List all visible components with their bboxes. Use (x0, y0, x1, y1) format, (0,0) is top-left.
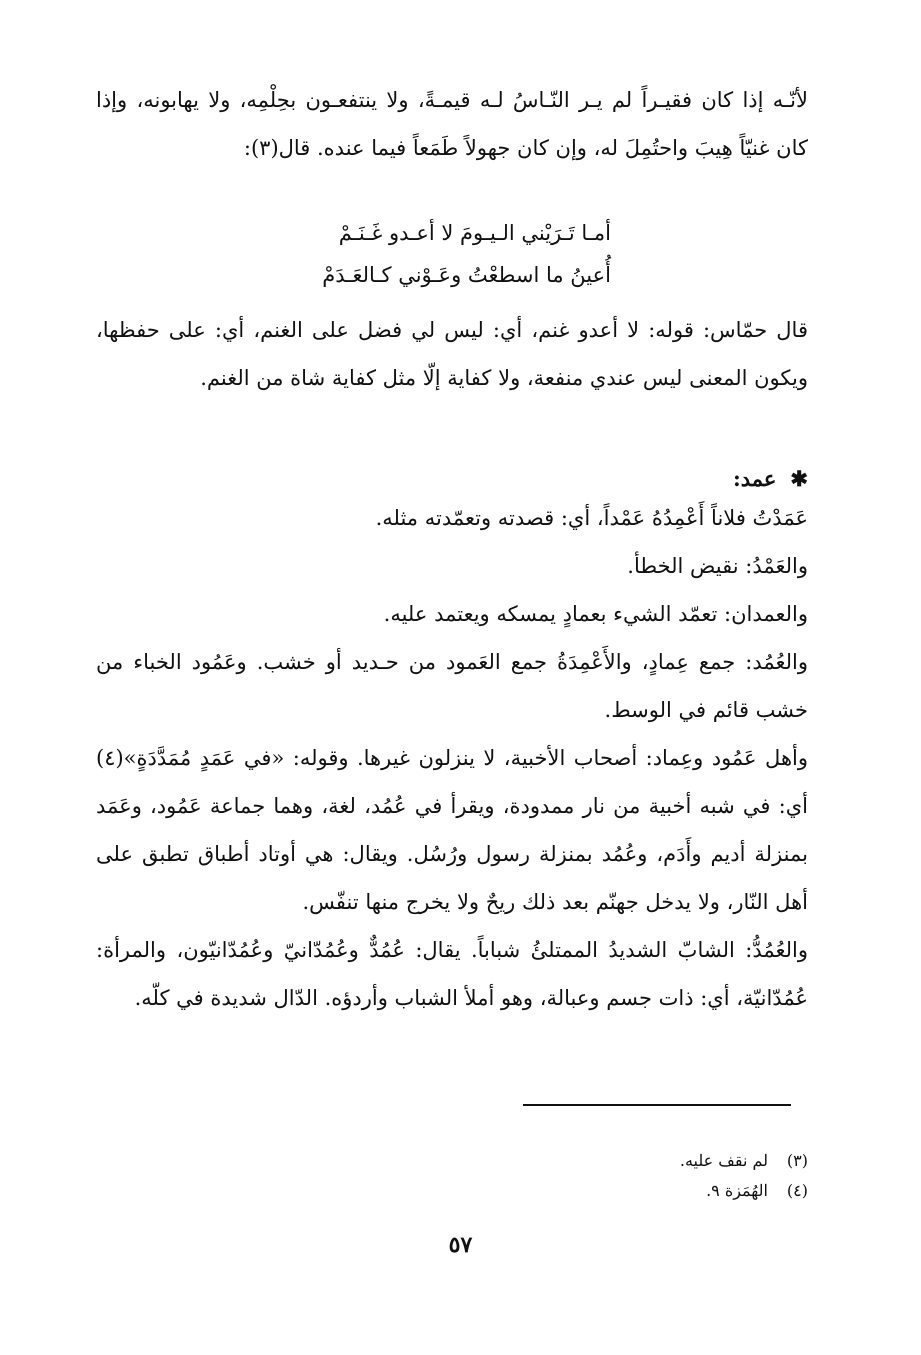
footnote-text: لم نقف عليه. (679, 1151, 768, 1170)
poem-verse-2: أُعينُ ما اسطعْتُ وعَـوْني كـالعَـدَمْ (322, 263, 611, 287)
poem (230, 212, 611, 296)
star-icon: ✱ (790, 466, 808, 491)
paragraph-intro: لأنّـه إذا كان فقيـراً لم يـر النّـاسُ لـه قيمـةً، ولا ينتفعـون بحِلْمِه، ولا يهابونه، وإذا كان غنيّاً هِيبَ واحتُمِلَ له، وإن كان جهولاً طَمَعاً فيما عنده. قال(٣): (96, 88, 808, 160)
entry-line-3: والعمدان: تعمّد الشيء بعمادٍ يمسكه ويعتمد عليه. (383, 602, 808, 626)
entry-line-2: والعَمْدُ: نقيض الخطأ. (627, 554, 808, 578)
entry-heading-text: عمد: (732, 466, 777, 491)
entry-body (96, 494, 808, 1022)
entry-line-1: عَمَدْتُ فلاناً أَعْمِدُهُ عَمْداً، أي: قصدته وتعمّدته مثله. (375, 506, 808, 530)
footnote-divider (523, 1104, 791, 1106)
entry-line-5: وأهل عَمُود وعِماد: أصحاب الأخبية، لا ينزلون غيرها. وقوله: «في عَمَدٍ مُمَدَّدَةٍ»(٤) أي: في شبه أخبية من نار ممدودة، ويقرأ في عُمُد، لغة، وهما جماعة عَمُود، وعَمَد بمنزلة أديم وأَدَم، وعُمُد بمنزلة رسول ورُسُل. ويقال: هي أوتاد أطباق تطبق على أهل النّار، ولا يدخل جهنّم بعد ذلك ريحٌ ولا يخرج منها تنفّس. (96, 746, 808, 914)
paragraph-commentary: قال حمّاس: قوله: لا أعدو غنم، أي: ليس لي فضل على الغنم، أي: على حفظها، ويكون المعنى ليس عندي منفعة، ولا كفاية إلّا مثل كفاية شاة من الغنم. (96, 318, 808, 390)
footnote-3 (680, 1146, 808, 1176)
entry-line-4: والعُمُد: جمع عِمادٍ، والأَعْمِدَةُ جمع العَمود من حـديد أو خشب. وعَمُود الخباء من خشب قائم في الوسط. (96, 650, 808, 722)
entry-line-6: والعُمُدُّ: الشابّ الشديدُ الممتلئُ شباباً. يقال: عُمُدٌّ وعُمُدّانيّ وعُمُدّانيّون، والمرأة: عُمُدّانيّة، أي: ذات جسم وعبالة، وهو أملأ الشباب وأردؤه. الدّال شديدة في كلّه. (96, 938, 808, 1010)
footnotes (680, 1146, 808, 1206)
poem-verse-1: أمـا تَـرَيْني الـيـومَ لا أعـدو غَـنَـمْ (338, 221, 611, 245)
footnote-number: (٣) (786, 1151, 808, 1170)
footnote-text: الهُمَزة ٩. (706, 1181, 768, 1200)
footnote-number: (٤) (786, 1181, 808, 1200)
page-number: ٥٧ (448, 1232, 473, 1258)
footnote-4 (680, 1176, 808, 1206)
